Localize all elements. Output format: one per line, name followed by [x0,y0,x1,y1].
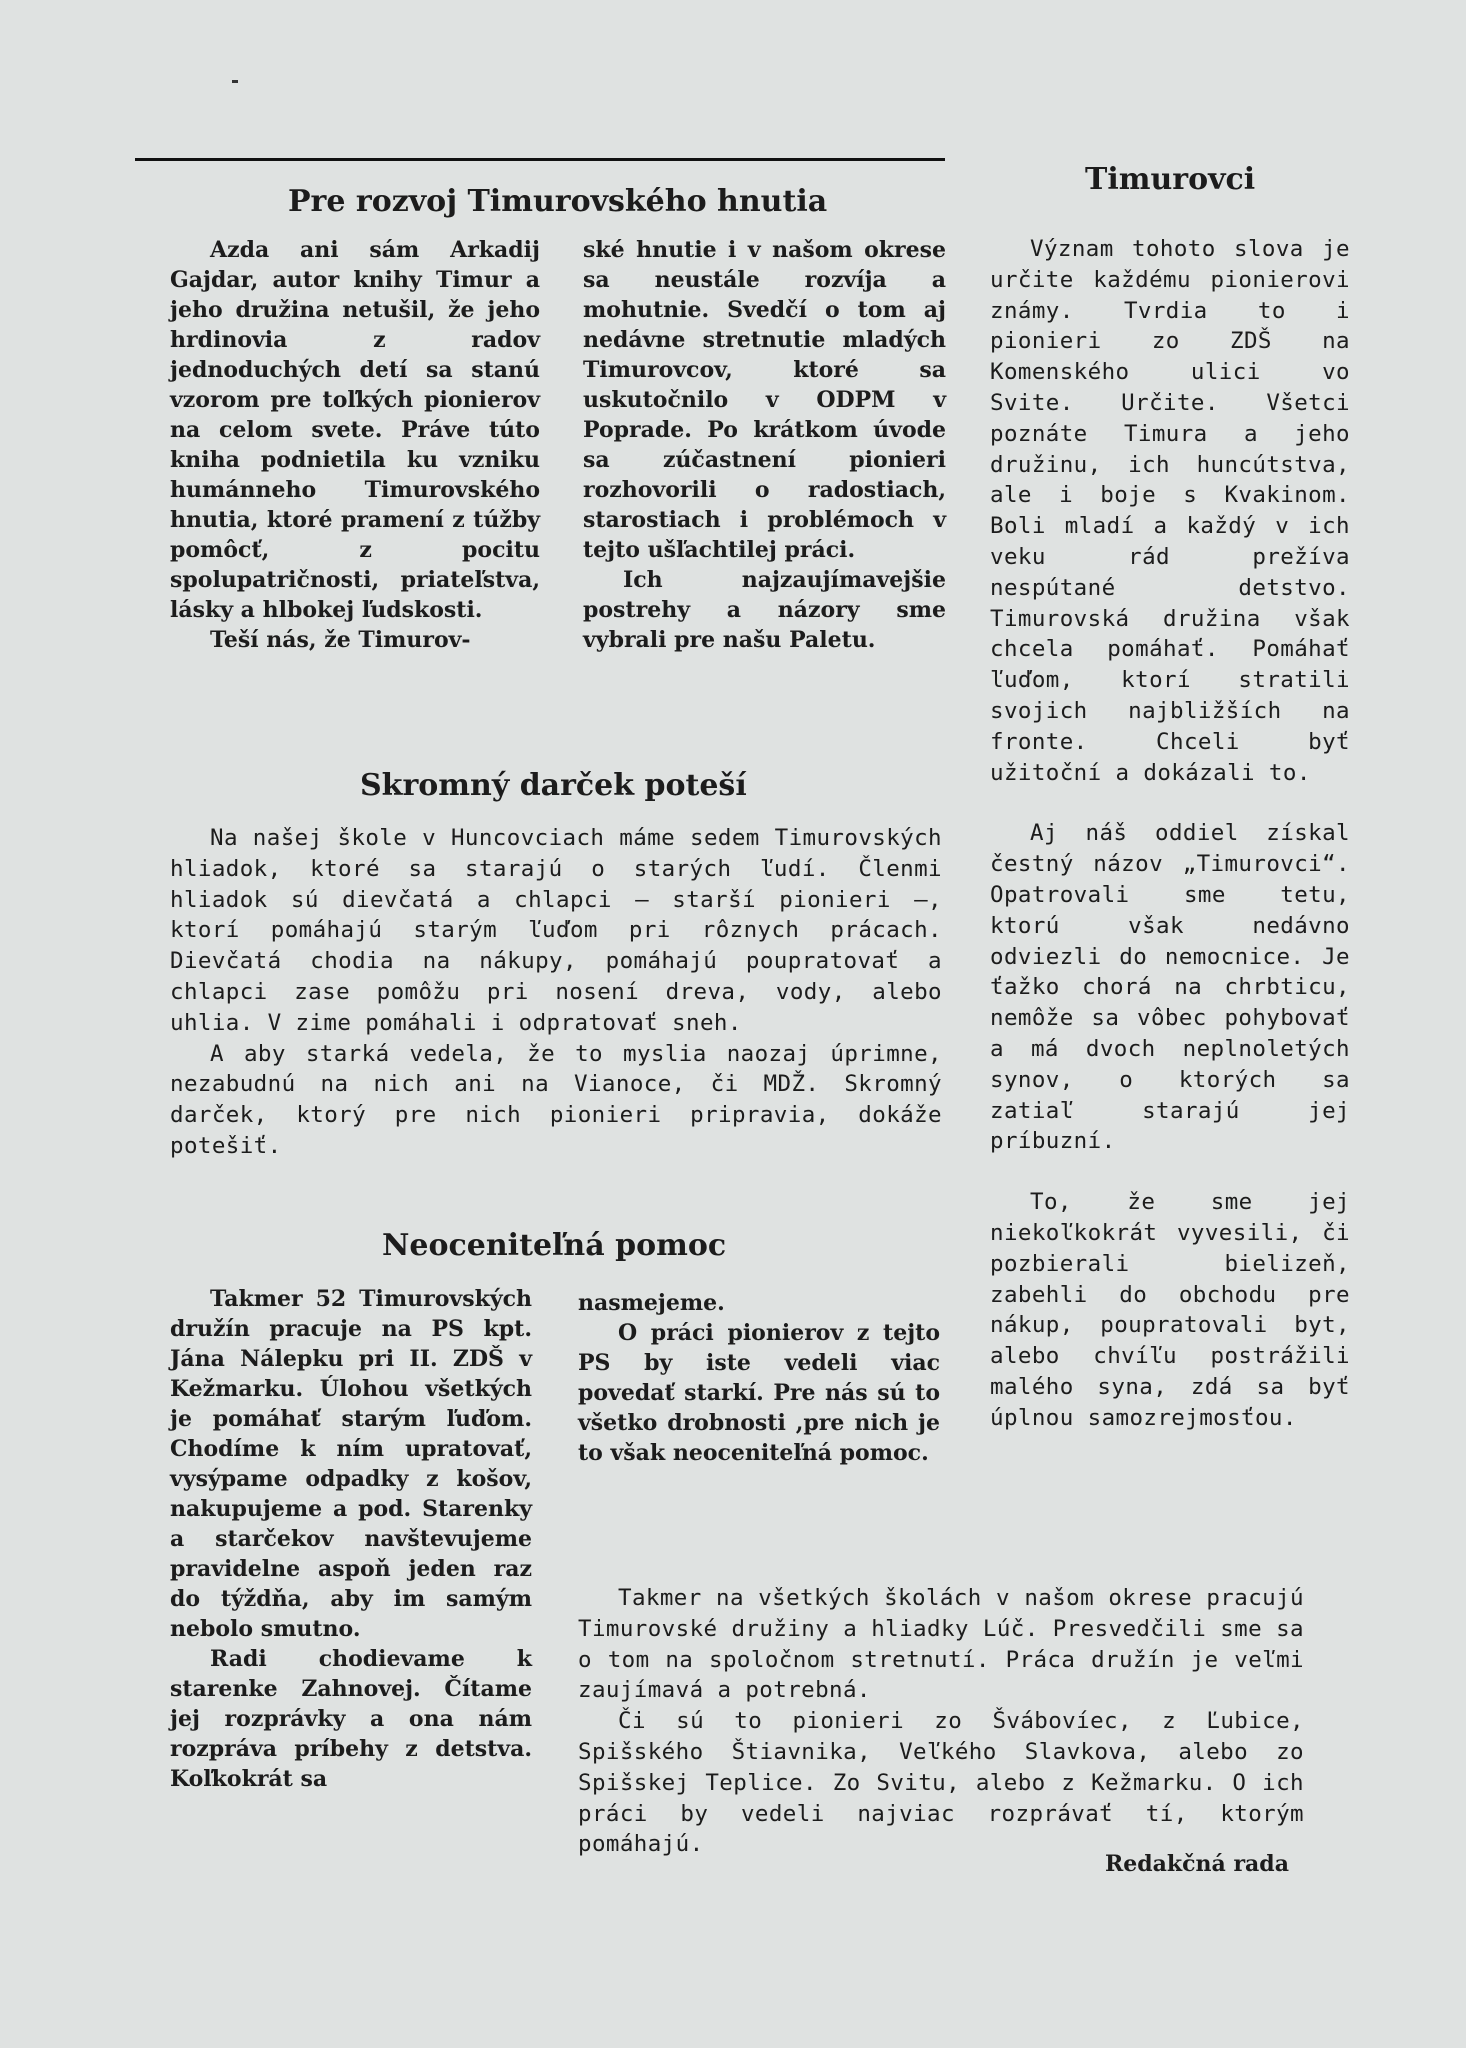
article-rozvoj-para-3: ské hnutie i v našom okrese sa neustále rozvíja a mohutnie. Svedčí o tom aj nedávne stretnutie mladých Timurovcov, ktoré sa uskutočnilo v ODPM v Poprade. Po krátkom úvode sa zúčastnení pionieri rozhovorili o radostiach, starostiach i problémoch v tejto ušľachtilej práci. [583,237,946,563]
article-title-rozvoj: Pre rozvoj Timurovského hnutia [288,184,828,219]
article-pomoc-column-2 [578,1288,940,1468]
article-rozvoj-para-2: Teší nás, že Timurov- [210,627,471,653]
article-title-pomoc: Neoceniteľná pomoc [382,1228,727,1263]
article-zaver-para-2: Či sú to pionieri zo Švábovíec, z Ľubice, Spišského Štiavnika, Veľkého Slavkova, alebo zo Spišskej Teplice. Zo Svitu, alebo z Kežmarku. O ich práci by vedeli najviac rozprávať tí, ktorým pomáhajú. [578,1708,1304,1858]
article-pomoc-para-2: Radi chodievame k starenke Zahnovej. Čítame jej rozprávky a ona nám rozpráva príbehy z detstva. Koľkokrát sa [170,1646,532,1792]
article-pomoc-column-1 [170,1284,532,1794]
article-timurovci-para-2: Aj náš oddiel získal čestný názov „Timurovci“. Opatrovali sme tetu, ktorú však nedávno odviezli do nemocnice. Je ťažko chorá na chrbticu, nemôže sa vôbec pohybovať a má dvoch neplnoletých synov, o ktorých sa zatiaľ starajú jej príbuzní. [990,820,1350,1155]
article-rozvoj-column-1 [170,235,540,655]
header-rule [135,158,945,161]
article-pomoc-para-4: O práci pionierov z tejto PS by iste vedeli viac povedať starkí. Pre nás sú to všetko drobnosti ,pre nich je to však neoceniteľná pomoc. [578,1320,940,1466]
article-darcek-para-2: A aby starká vedela, že to myslia naozaj úprimne, nezabudnú na nich ani na Vianoce, či MDŽ. Skromný darček, ktorý pre nich pionieri pripravia, dokáže potešiť. [170,1040,942,1159]
print-mark [232,80,238,83]
article-timurovci-column [990,234,1350,1433]
section-label: Timurovci [1085,162,1256,197]
article-zaver-body [578,1583,1304,1860]
article-title-darcek: Skromný darček poteší [360,768,747,803]
article-rozvoj-para-4: Ich najzaujímavejšie postrehy a názory sme vybrali pre našu Paletu. [583,567,946,653]
signature-redakcna-rada: Redakčná rada [1105,1851,1289,1877]
article-timurovci-para-3: To, že sme jej niekoľkokrát vyvesili, či pozbierali bielizeň, zabehli do obchodu pre nákup, poupratovali byt, alebo chvíľu postrážili malého syna, zdá sa byť úplnou samozrejmosťou. [990,1189,1350,1431]
article-pomoc-para-3: nasmejeme. [578,1290,725,1316]
article-rozvoj-para-1: Azda ani sám Arkadij Gajdar, autor knihy Timur a jeho družina netušil, že jeho hrdinovia z radov jednoduchých detí sa stanú vzorom pre toľkých pionierov na celom svete. Práve túto kniha podnietila ku vzniku humánneho Timurovského hnutia, ktoré pramení z túžby pomôcť, z pocitu spolupatričnosti, priateľstva, lásky a hlbokej ľudskosti. [170,237,540,623]
article-zaver-para-1: Takmer na všetkých školách v našom okrese pracujú Timurovské družiny a hliadky Lúč. Presvedčili sme sa o tom na spoločnom stretnutí. Práca družín je veľmi zaujímavá a potrebná. [578,1585,1304,1704]
article-rozvoj-column-2 [583,235,946,655]
article-timurovci-para-1: Význam tohoto slova je určite každému pionierovi známy. Tvrdia to i pionieri zo ZDŠ na Komenského ulici vo Svite. Určite. Všetci poznáte Timura a jeho družinu, ich huncútstva, ale i boje s Kvakinom. Boli mladí a každý v ich veku rád prežíva nespútané detstvo. Timurovská družina však chcela pomáhať. Pomáhať ľuďom, ktorí stratili svojich najbližších na fronte. Chceli byť užitoční a dokázali to. [990,236,1350,786]
article-pomoc-para-1: Takmer 52 Timurovských družín pracuje na PS kpt. Jána Nálepku pri II. ZDŠ v Kežmarku. Úlohou všetkých je pomáhať starým ľuďom. Chodíme k ním upratovať, vysýpame odpadky z košov, nakupujeme a pod. Starenky a starčekov navštevujeme pravidelne aspoň jeden raz do týždňa, aby im samým nebolo smutno. [170,1286,532,1642]
article-darcek-para-1: Na našej škole v Huncovciach máme sedem Timurovských hliadok, ktoré sa starajú o starých ľudí. Členmi hliadok sú dievčatá a chlapci — starší pionieri —, ktorí pomáhajú starým ľuďom pri rôznych prácach. Dievčatá chodia na nákupy, pomáhajú poupratovať a chlapci zase pomôžu pri nosení dreva, vody, alebo uhlia. V zime pomáhali i odpratovať sneh. [170,825,942,1036]
article-darcek-body [170,823,942,1162]
